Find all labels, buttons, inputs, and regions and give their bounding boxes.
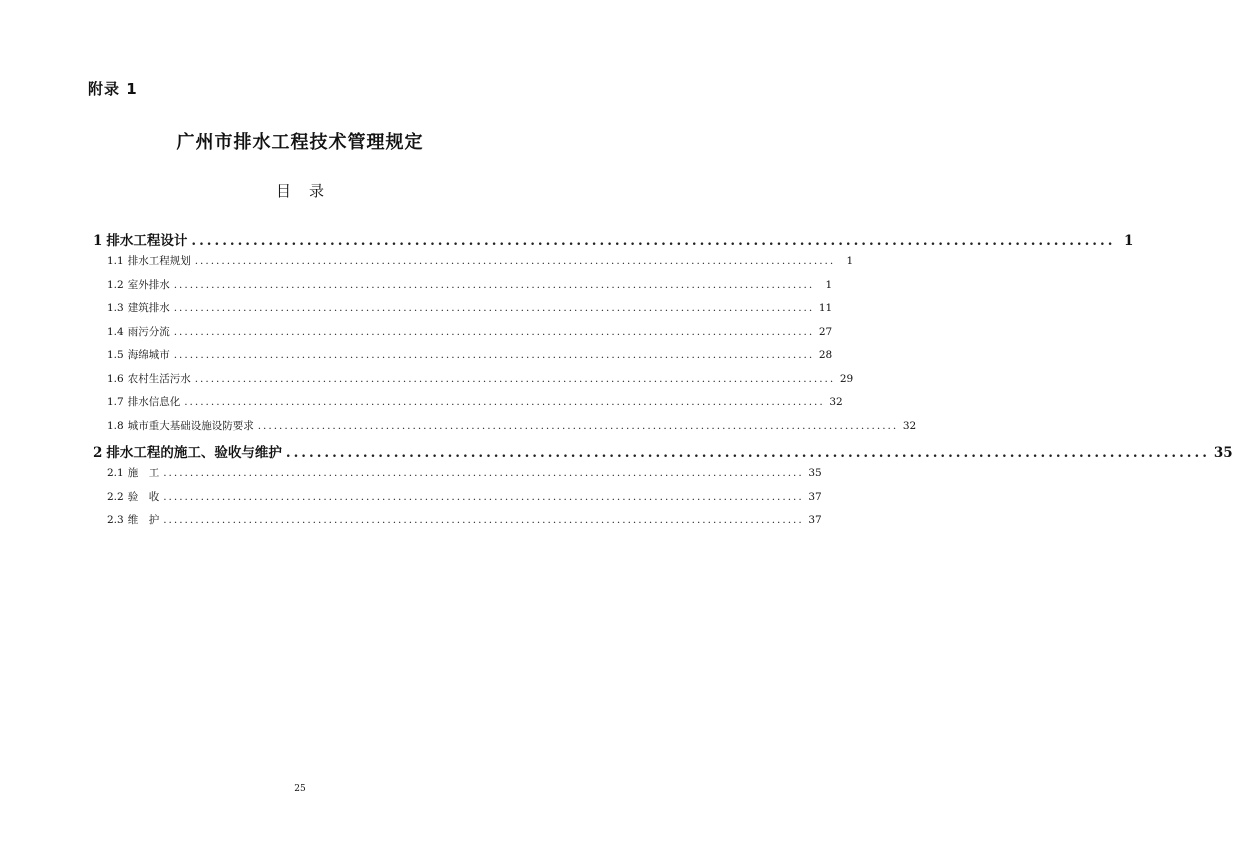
toc-entry-1-5[interactable]: [93, 347, 833, 371]
toc-entry-title: 室外排水: [127, 278, 170, 291]
toc-heading: [0, 180, 600, 201]
toc-entry-1-1[interactable]: [93, 253, 854, 277]
page-number: 25: [294, 784, 306, 794]
toc-entry-page: 37: [808, 514, 822, 526]
dot-leader: ........................................................................................................................: [194, 255, 836, 267]
dot-leader: ........................................................................................................................: [163, 467, 804, 479]
toc-entry-number: 1.1: [107, 255, 124, 267]
toc-entry-number: 1: [93, 233, 103, 249]
toc-entry-number: 1.3: [107, 302, 124, 314]
toc-entry-page: 32: [902, 419, 917, 432]
toc-entry-page: 27: [818, 325, 833, 338]
toc-entry-title: 建筑排水: [127, 302, 170, 314]
toc-entry-page: 37: [808, 490, 822, 503]
toc-entry-number: 1.2: [107, 278, 124, 291]
toc-entry-1-2[interactable]: [93, 277, 833, 301]
toc-entry-title: 雨污分流: [127, 325, 170, 338]
toc-entry-title: 排水工程规划: [127, 255, 191, 267]
table-of-contents: [93, 229, 1233, 536]
toc-entry-title: 排水信息化: [127, 396, 181, 408]
toc-entry-title: 施 工: [127, 467, 160, 479]
toc-entry-2-2[interactable]: [93, 489, 822, 513]
dot-leader: ........................................................................................................................: [257, 419, 899, 432]
toc-entry-page: 32: [829, 396, 843, 408]
toc-entry-page: 29: [839, 372, 854, 385]
toc-entry-2[interactable]: [93, 441, 1233, 465]
toc-entry-2-3[interactable]: [93, 512, 822, 536]
dot-leader: ........................................................................................................................: [191, 233, 1116, 249]
toc-entry-1-7[interactable]: [93, 394, 843, 418]
toc-entry-number: 1.7: [107, 396, 124, 408]
toc-entry-number: 2.2: [107, 490, 124, 503]
toc-entry-1[interactable]: [93, 229, 1134, 253]
toc-heading-char-2: 录: [309, 182, 325, 200]
appendix-label: 附录 1: [88, 80, 138, 98]
toc-entry-title: 排水工程的施工、验收与维护: [106, 445, 282, 461]
toc-entry-1-8[interactable]: [93, 418, 917, 442]
toc-entry-number: 1.8: [107, 419, 124, 432]
toc-entry-number: 2: [93, 445, 103, 461]
dot-leader: ........................................................................................................................: [163, 490, 804, 503]
toc-entry-1-4[interactable]: [93, 324, 833, 348]
toc-entry-title: 海绵城市: [127, 349, 170, 361]
toc-entry-title: 验 收: [127, 490, 160, 503]
dot-leader: ........................................................................................................................: [173, 325, 815, 338]
toc-entry-page: 1: [1124, 233, 1134, 249]
toc-entry-number: 1.6: [107, 372, 124, 385]
toc-entry-page: 1: [825, 278, 833, 291]
toc-entry-title: 城市重大基础设施设防要求: [127, 419, 254, 432]
dot-leader: ........................................................................................................................: [173, 278, 815, 291]
dot-leader: ........................................................................................................................: [194, 372, 836, 385]
toc-entry-number: 1.4: [107, 325, 124, 338]
toc-entry-number: 2.3: [107, 514, 124, 526]
toc-entry-page: 1: [846, 255, 854, 267]
document-title: 广州市排水工程技术管理规定: [176, 132, 424, 153]
toc-entry-1-6[interactable]: [93, 371, 854, 395]
dot-leader: ........................................................................................................................: [163, 514, 804, 526]
dot-leader: ........................................................................................................................: [173, 349, 815, 361]
toc-entry-title: 排水工程设计: [106, 233, 188, 249]
toc-entry-page: 28: [818, 349, 833, 361]
toc-heading-char-1: 目: [275, 182, 291, 200]
toc-entry-page: 35: [1213, 445, 1233, 461]
toc-entry-title: 农村生活污水: [127, 372, 191, 385]
toc-entry-2-1[interactable]: [93, 465, 822, 489]
toc-entry-page: 35: [808, 467, 822, 479]
toc-entry-page: 11: [818, 302, 833, 314]
dot-leader: ........................................................................................................................: [285, 445, 1210, 461]
toc-entry-number: 2.1: [107, 467, 124, 479]
toc-entry-title: 维 护: [127, 514, 160, 526]
dot-leader: ........................................................................................................................: [184, 396, 825, 408]
dot-leader: ........................................................................................................................: [173, 302, 815, 314]
toc-entry-1-3[interactable]: [93, 300, 833, 324]
toc-entry-number: 1.5: [107, 349, 124, 361]
